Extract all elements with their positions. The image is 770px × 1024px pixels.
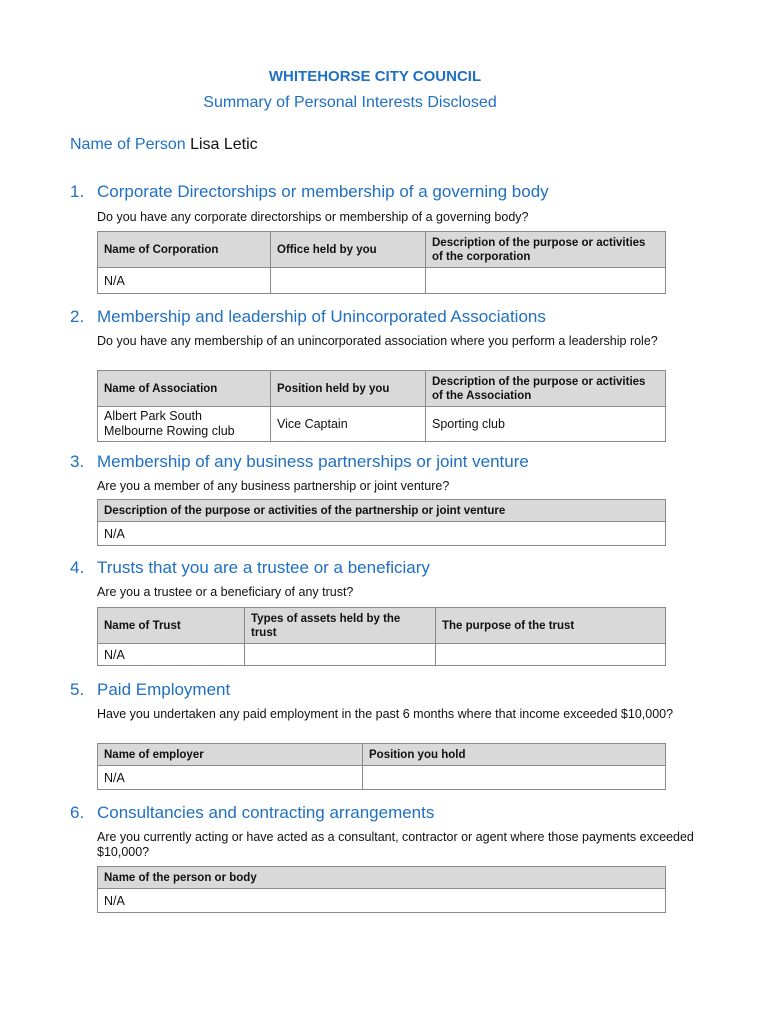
- table-cell: Vice Captain: [271, 407, 426, 442]
- table-row: [98, 644, 666, 666]
- header-cell: Description of the purpose or activities of the Association: [426, 371, 666, 407]
- section-2-heading: [70, 307, 546, 327]
- section-5-number: 5.: [70, 680, 85, 699]
- table-cell: Albert Park South Melbourne Rowing club: [98, 407, 271, 442]
- section-4-number: 4.: [70, 558, 85, 577]
- table-cell: Sporting club: [426, 407, 666, 442]
- section-3-title: Membership of any business partnerships or joint venture: [97, 452, 529, 471]
- table-row: [98, 766, 666, 790]
- section-1-table: [97, 231, 666, 294]
- header-cell: Name of Corporation: [98, 232, 271, 268]
- table-row: [98, 522, 666, 546]
- council-title: WHITEHORSE CITY COUNCIL: [268, 68, 482, 85]
- section-1-title: Corporate Directorships or membership of a governing body: [97, 182, 549, 201]
- table-cell: N/A: [98, 889, 666, 913]
- section-5-title: Paid Employment: [97, 680, 231, 699]
- table-header-row: [98, 500, 666, 522]
- section-4-title: Trusts that you are a trustee or a beneficiary: [97, 558, 430, 577]
- person-name-line: [70, 136, 258, 154]
- table-cell: [436, 644, 666, 666]
- section-3-number: 3.: [70, 452, 85, 471]
- section-5-heading: [70, 680, 230, 700]
- section-6-heading: [70, 803, 434, 823]
- section-3-question: Are you a member of any business partnership or joint venture?: [97, 479, 450, 493]
- table-header-row: [98, 867, 666, 889]
- section-2-table: [97, 370, 666, 442]
- table-header-row: [98, 608, 666, 644]
- section-4-question: Are you a trustee or a beneficiary of any trust?: [97, 585, 354, 599]
- table-cell: N/A: [98, 268, 271, 294]
- section-6-title: Consultancies and contracting arrangements: [97, 803, 435, 822]
- table-cell: [363, 766, 666, 790]
- person-name-value: Lisa Letic: [190, 136, 258, 153]
- document-subtitle: Summary of Personal Interests Disclosed: [203, 94, 497, 111]
- section-6-table: [97, 866, 666, 913]
- table-cell: [426, 268, 666, 294]
- table-header-row: [98, 232, 666, 268]
- section-3-heading: [70, 452, 529, 472]
- header-cell: Name of employer: [98, 744, 363, 766]
- section-2-number: 2.: [70, 307, 85, 326]
- person-name-label: Name of Person: [70, 136, 186, 153]
- table-header-row: [98, 744, 666, 766]
- section-5-question: Have you undertaken any paid employment in the past 6 months where that income exceeded $10,000?: [97, 707, 674, 721]
- section-1-heading: [70, 182, 549, 202]
- table-cell: [271, 268, 426, 294]
- table-row: [98, 268, 666, 294]
- table-header-row: [98, 371, 666, 407]
- table-cell: N/A: [98, 644, 245, 666]
- section-4-heading: [70, 558, 430, 578]
- table-cell: [245, 644, 436, 666]
- table-cell: N/A: [98, 766, 363, 790]
- section-1-question: Do you have any corporate directorships or membership of a governing body?: [97, 210, 529, 224]
- header-cell: The purpose of the trust: [436, 608, 666, 644]
- table-row: [98, 407, 666, 442]
- header-cell: Types of assets held by the trust: [245, 608, 436, 644]
- section-6-number: 6.: [70, 803, 85, 822]
- table-cell: N/A: [98, 522, 666, 546]
- section-6-question: Are you currently acting or have acted as a consultant, contractor or agent where those payments exceeded $10,000?: [97, 830, 694, 859]
- section-1-number: 1.: [70, 182, 85, 201]
- header-cell: Office held by you: [271, 232, 426, 268]
- section-2-question: Do you have any membership of an unincorporated association where you perform a leadership role?: [97, 334, 658, 348]
- table-row: [98, 889, 666, 913]
- header-cell: Name of Association: [98, 371, 271, 407]
- header-cell: Description of the purpose or activities of the partnership or joint venture: [98, 500, 666, 522]
- header-cell: Position held by you: [271, 371, 426, 407]
- section-4-table: [97, 607, 666, 666]
- section-2-title: Membership and leadership of Unincorporated Associations: [97, 307, 546, 326]
- section-3-table: [97, 499, 666, 546]
- header-cell: Position you hold: [363, 744, 666, 766]
- section-5-table: [97, 743, 666, 790]
- header-cell: Name of Trust: [98, 608, 245, 644]
- header-cell: Description of the purpose or activities of the corporation: [426, 232, 666, 268]
- header-cell: Name of the person or body: [98, 867, 666, 889]
